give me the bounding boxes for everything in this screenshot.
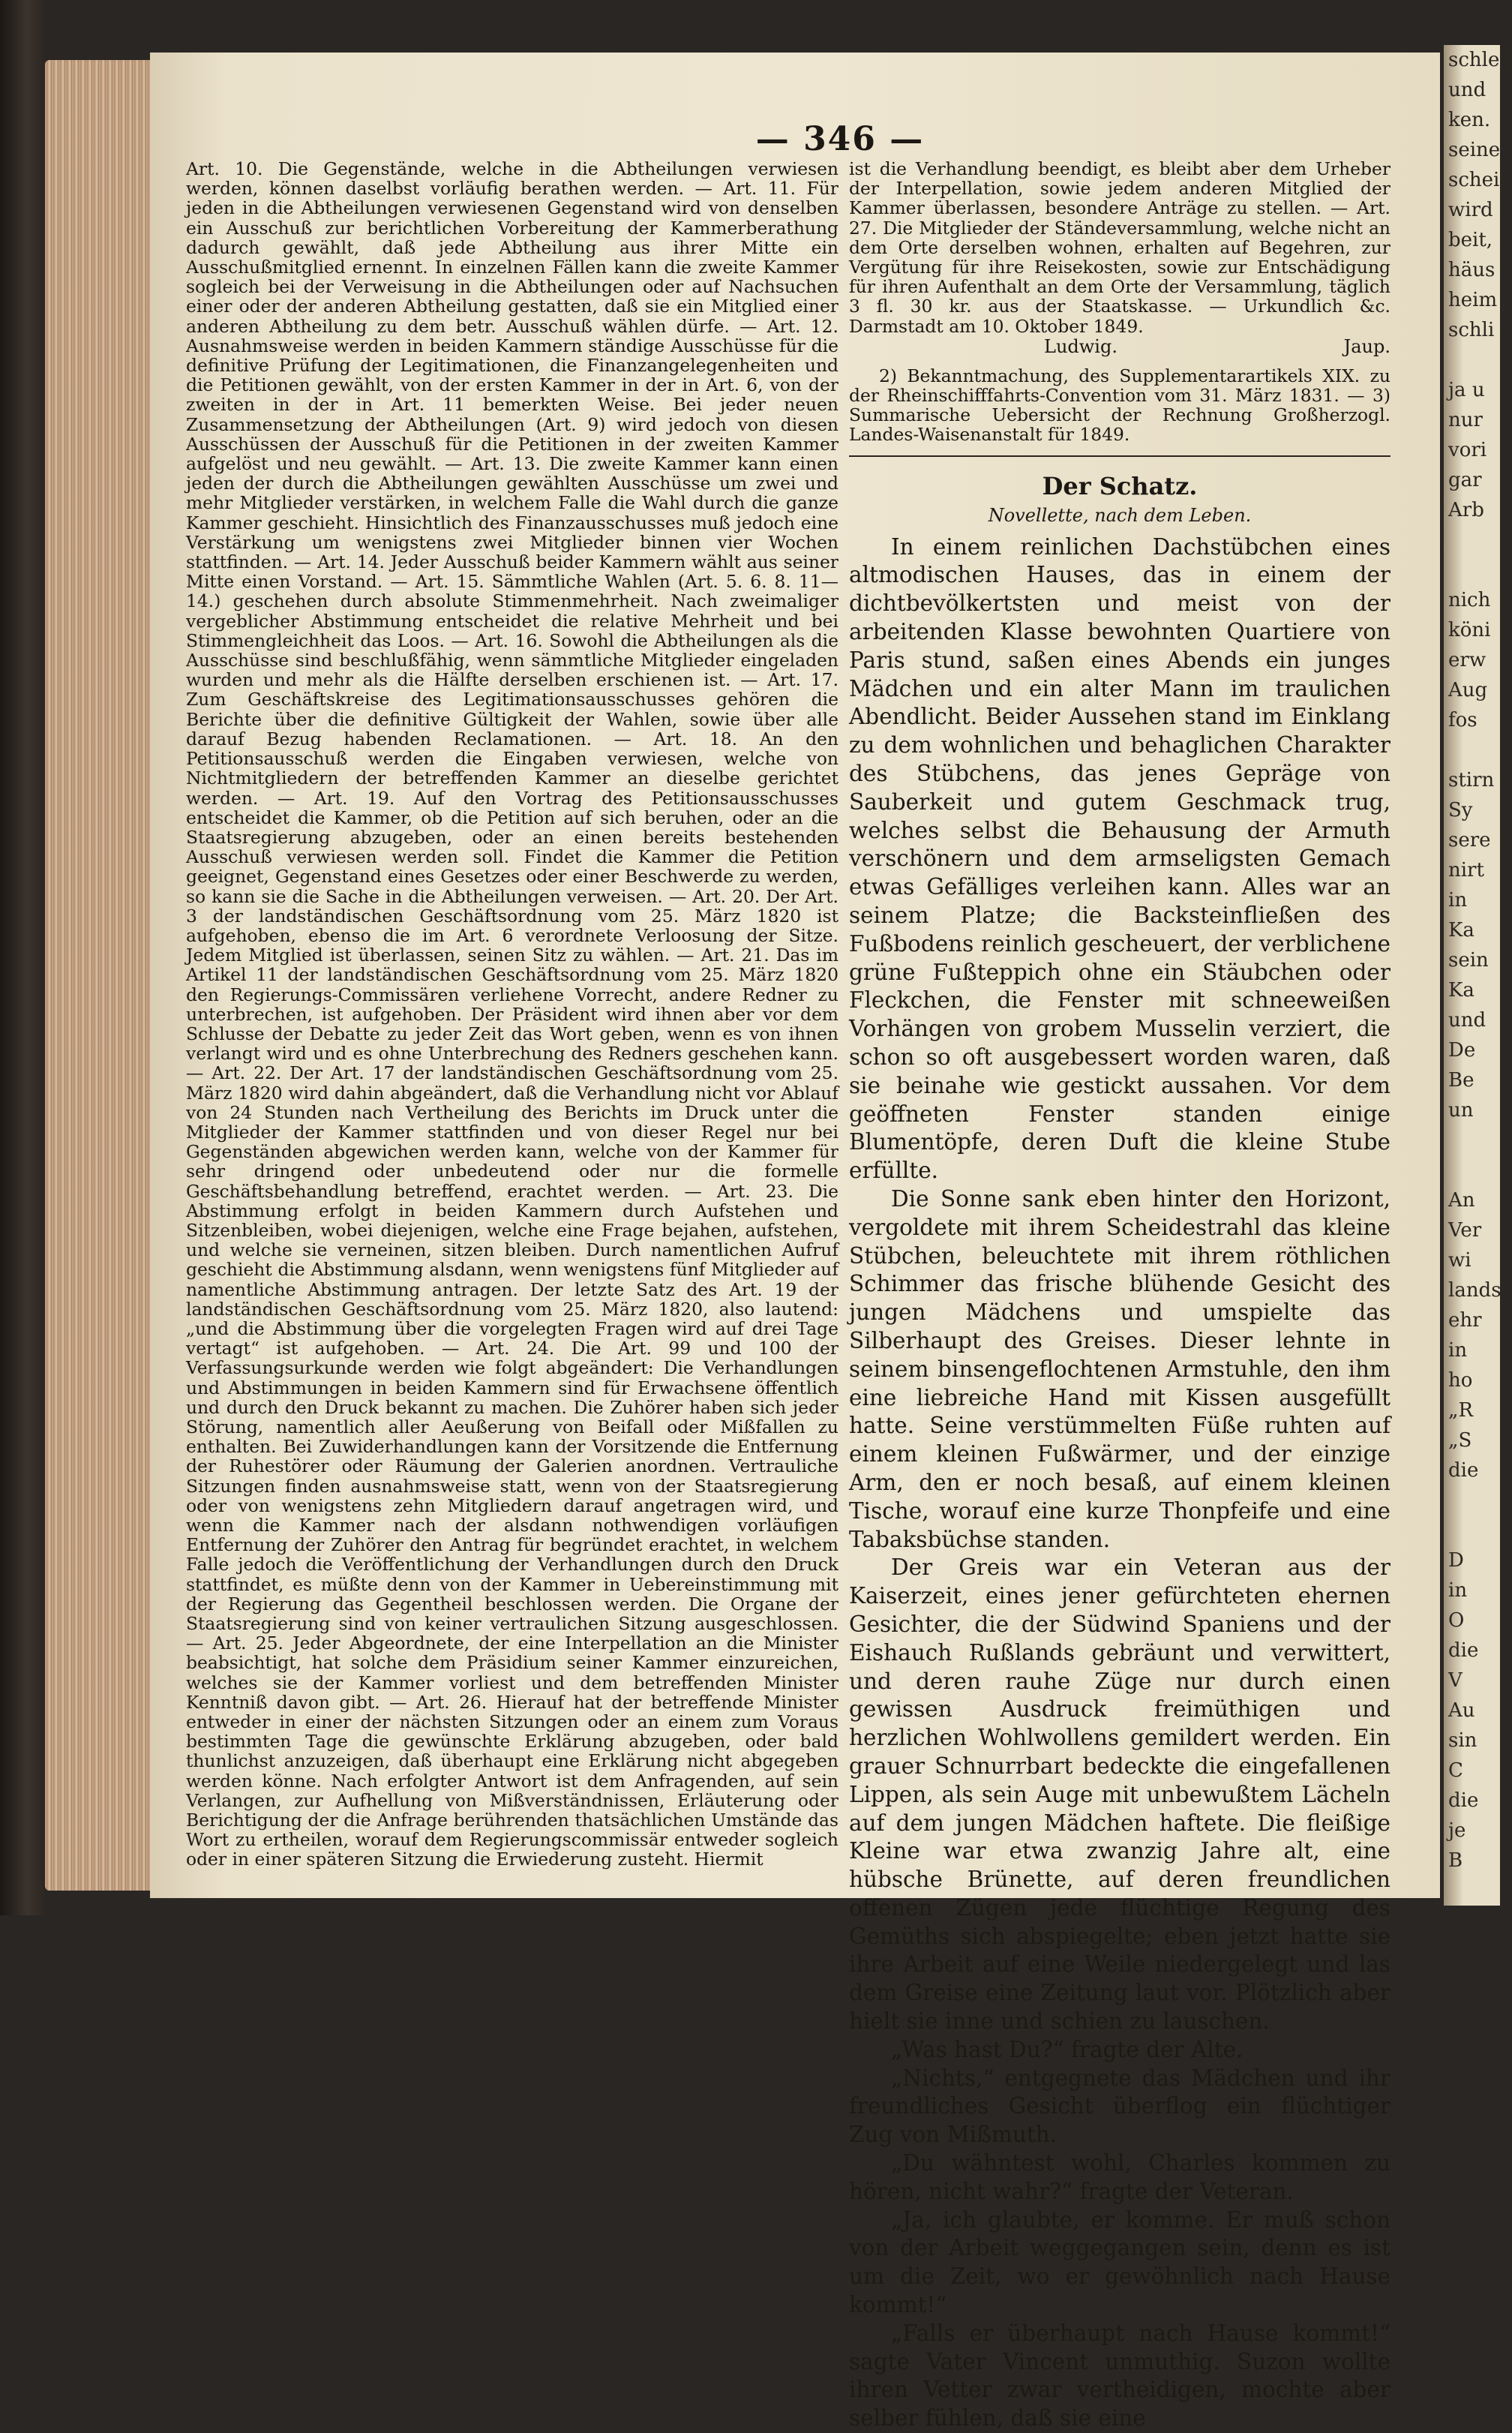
facing-page-fragment: nich [1448,589,1491,611]
facing-page-fragment: V [1448,1669,1462,1692]
signature-line [849,336,1390,357]
facing-page-fragment: je [1448,1819,1466,1842]
facing-page-fragment: und [1448,79,1486,101]
book-spine [0,0,45,1915]
facing-page-fragment: häus [1448,259,1496,281]
facing-page-fragment: O [1448,1609,1465,1632]
facing-page-fragment: nur [1448,409,1483,431]
facing-page-fragment: Ka [1448,919,1474,942]
facing-page-fragment: nirt [1448,859,1484,882]
signature-ludwig: Ludwig. [1044,335,1118,357]
story-paragraph: In einem reinlichen Dachstübchen eines altmodischen Hauses, das in einem der dichtbevölkertsten und meist von der arbeitenden Klasse bewohnten Quartiere von Paris stund, saßen eines Abends ein junges Mädchen und ein alter Mann im traulichen Abendlicht. Beider Aussehen stand im Einklang zu dem wohnlichen und behaglichen Charakter des Stübchens, das jenes Gepräge von Sauberkeit und gutem Geschmack trug, welches selbst die Behausung der Armuth verschönern und dem armseligsten Gemach etwas Gefälliges verleihen kann. Alles war an seinem Platze; die Backsteinfließen des Fußbodens reinlich gescheuert, der verblichene grüne Fußteppich ohne ein Stäubchen oder Fleckchen, die Fenster mit schneeweißen Vorhängen von grobem Musselin verziert, die schon so oft ausgebessert worden waren, daß sie beinahe wie gestickt aussahen. Vor dem geöffneten Fenster standen einige Blumentöpfe, deren Duft die kleine Stube erfüllte. [849,533,1390,1184]
facing-page-edge [1444,45,1512,1906]
facing-page-fragment: sin [1448,1729,1478,1752]
facing-page-fragment: heim [1448,289,1498,311]
facing-page-fragment: beit, [1448,229,1493,251]
notice-2: 2) Bekanntmachung, des Supplementarartikels XIX. zu der Rheinschifffahrts-Convention vom 31. März 1831. — 3) Summarische Uebersicht der Rechnung Großherzogl. Landes-Waisenanstalt für 1849. [849,365,1390,446]
facing-page-fragment: wi [1448,1249,1472,1272]
facing-page-fragment [1444,345,1500,375]
facing-page-fragment: sere [1448,829,1491,852]
facing-page-fragment: in [1448,1579,1468,1602]
ordinance-conclusion: ist die Verhandlung beendigt, es bleibt aber dem Urheber der Interpellation, sowie jedem anderen Mitglied der Kammer überlassen, besondere Anträge zu stellen. — Art. 27. Die Mitglieder der Ständeversammlung, welche nicht an dem Orte derselben wohnen, erhalten auf Begehren, zur Vergütung für ihre Reisekosten, sowie zur Entschädigung für ihren Aufenthalt an dem Orte der Versammlung, täglich 3 fl. 30 kr. aus der Staatskasse. — Urkundlich &c. Darmstadt am 10. Oktober 1849. [849,158,1390,337]
story-paragraph: „Was hast Du?“ fragte der Alte. [891,2036,1244,2062]
facing-page-fragment: B [1448,1849,1463,1872]
story-paragraph: Der Greis war ein Veteran aus der Kaiserzeit, eines jener gefürchteten ehernen Gesichter, die der Südwind Spaniens und der Eishauch Rußlands gebräunt und verwittert, und deren rauhe Züge nur durch einen gewissen Ausdruck freimüthigen und herzlichen Wohlwollens gemildert werden. Ein grauer Schnurrbart bedeckte die eingefallenen Lippen, als sein Auge mit unbewußtem Lächeln auf dem jungen Mädchen haftete. Die fleißige Kleine war etwa zwanzig Jahre alt, eine hübsche Brünette, auf deren freundlichen offenen Zügen jede flüchtige Regung des Gemüths sich abspiegelte; eben jetzt hatte sie ihre Arbeit auf eine Weile niedergelegt und las dem Greise eine Zeitung laut vor. Plötzlich aber hielt sie inne und schien zu lauschen. [849,1554,1390,2035]
facing-page-fragment: und [1448,1009,1486,1032]
facing-page-fragment: Arb [1448,499,1484,521]
facing-page-fragment: lands [1448,1279,1502,1302]
facing-page-fragment: ken. [1448,109,1491,131]
facing-page-fragment: köni [1448,619,1491,641]
facing-page-fragment [1444,1155,1500,1185]
facing-page-fragment: Au [1448,1699,1475,1722]
facing-page-fragment: un [1448,1099,1474,1122]
page-edges [45,60,158,1891]
story-subtitle: Novellette, nach dem Leben. [988,504,1252,526]
facing-page-fragment: gar [1448,469,1482,491]
story-title: Der Schatz. [1042,471,1198,500]
story-body [849,533,1390,2433]
facing-page-fragment: schli [1448,319,1495,341]
story-paragraph: „Ja, ich glaubte, er komme. Er muß schon von der Arbeit weggegangen sein, denn es ist um die Zeit, wo er gewöhnlich nach Hause kommt!“ [849,2206,1390,2318]
facing-page-fragment: fos [1448,709,1478,731]
page-number: — 346 — [755,120,925,158]
facing-page-fragment: ja u [1448,379,1485,401]
facing-page-fragment: die [1448,1639,1479,1662]
facing-page-fragment: C [1448,1759,1463,1782]
left-column [186,159,838,1870]
facing-page-fragment: die [1448,1459,1479,1482]
facing-page-fragment [1444,1515,1500,1545]
facing-page-fragment: seine [1448,139,1501,161]
facing-page-fragment: stirn [1448,769,1495,791]
facing-page-fragment [1444,735,1500,765]
facing-page-fragment: Be [1448,1069,1474,1092]
facing-page-fragment [1444,555,1500,585]
facing-page-fragment: wird [1448,199,1493,221]
facing-page-fragment: die [1448,1789,1479,1812]
ordinance-text: Art. 10. Die Gegenstände, welche in die Abtheilungen verwiesen werden, können daselbst vorläufig berathen werden. — Art. 11. Für jeden in die Abtheilungen verwiesenen Gegenstand wird von denselben ein Ausschuß zur berichtlichen Vorbereitung der Kammerberathung dadurch gewählt, daß jede Abtheilung aus ihrer Mitte ein Ausschußmitglied ernennt. In einzelnen Fällen kann die zweite Kammer sogleich bei der Verweisung in die Abtheilungen oder auf Nachsuchen einer oder der anderen Abtheilung gestatten, daß sie ein Mitglied einer anderen Abtheilung zu dem betr. Ausschuß wählen dürfe. — Art. 12. Ausnahmsweise werden in beiden Kammern ständige Ausschüsse für die definitive Prüfung der Legitimationen, die Finanzangelegenheiten und die Petitionen gewählt, von der ersten Kammer in der in Art. 6, von der zweiten in der in Art. 11 bemerkten Weise. Bei jeder neuen Zusammensetzung der Abtheilungen (Art. 9) wird jedoch von diesen Ausschüssen der Ausschuß für die Petitionen in der zweiten Kammer aufgelöst und neu gewählt. — Art. 13. Die zweite Kammer kann einen jeden der durch die Abtheilungen gewählten Ausschüsse um zwei und mehr Mitglieder verstärken, in welchem Falle die Wahl durch die ganze Kammer geschieht. Hinsichtlich des Finanzausschusses muß jedoch eine Verstärkung um wenigstens zwei Mitglieder binnen vier Wochen stattfinden. — Art. 14. Jeder Ausschuß beider Kammern wählt aus seiner Mitte einen Vorstand. — Art. 15. Sämmtliche Wahlen (Art. 5. 6. 8. 11—14.) geschehen durch absolute Stimmenmehrheit. Nach zweimaliger vergeblicher Abstimmung entscheidet die relative Mehrheit und bei Stimmengleichheit das Loos. — Art. 16. Sowohl die Abtheilungen als die Ausschüsse sind beschlußfähig, wenn sämmtliche Mitglieder eingeladen wurden und mehr als die Hälfte derselben erschienen ist. — Art. 17. Zum Geschäftskreise des Legitimationsausschusses gehören die Berichte über die definitive Gültigkeit der Wahlen, sowie über alle darauf Bezug habenden Reclamationen. — Art. 18. An den Petitionsausschuß werden die Eingaben verwiesen, welche von Nichtmitgliedern der betreffenden Kammer an dieselbe gerichtet werden. — Art. 19. Auf den Vortrag des Petitionsausschusses entscheidet die Kammer, ob die Petition auf sich beruhen, oder an die Staatsregierung abzugeben, oder an einen bereits bestehenden Ausschuß verwiesen werden soll. Findet die Kammer die Petition geeignet, Gegenstand eines Gesetzes oder einer Beschwerde zu werden, so kann sie die Sache in die Abtheilungen verweisen. — Art. 20. Der Art. 3 der landständischen Geschäftsordnung vom 25. März 1820 ist aufgehoben, ebenso die im Art. 6 verordnete Verloosung der Sitze. Jedem Mitglied ist überlassen, seinen Sitz zu wählen. — Art. 21. Das im Artikel 11 der landständischen Geschäftsordnung vom 25. März 1820 den Regierungs-Commissären verliehene Vorrecht, andere Redner zu unterbrechen, ist aufgehoben. Der Präsident wird ihnen aber vor dem Schlusse der Debatte zu jeder Zeit das Wort geben, wenn es von ihnen verlangt wird und es ohne Unterbrechung des Redners geschehen kann. — Art. 22. Der Art. 17 der landständischen Geschäftsordnung vom 25. März 1820 wird dahin abgeändert, daß die Verhandlung nicht vor Ablauf von 24 Stunden nach Vertheilung des Berichts im Druck unter die Mitglieder der Kammer stattfinden und von dieser Regel nur bei Gegenständen abgewichen werden kann, welche von der Kammer für sehr dringend oder unbedeutend oder nur die formelle Geschäftsbehandlung betreffend, erachtet werden. — Art. 23. Die Abstimmung erfolgt in beiden Kammern durch Aufstehen und Sitzenbleiben, wobei diejenigen, welche eine Frage bejahen, aufstehen, und welche sie verneinen, sitzen bleiben. Durch namentlichen Aufruf geschieht die Abstimmung alsdann, wenn wenigstens fünf Mitglieder auf namentliche Abstimmung antragen. Der letzte Satz des Art. 19 der landständischen Geschäftsordnung vom 25. März 1820, also lautend: „und die Abstimmung über die vorgelegten Fragen wird auf drei Tage vertagt“ ist aufgehoben. — Art. 24. Die Art. 99 und 100 der Verfassungsurkunde werden wie folgt abgeändert: Die Verhandlungen und Abstimmungen in beiden Kammern sind für Erwachsene öffentlich und durch den Druck bekannt zu machen. Die Zuhörer haben sich jeder Störung, namentlich aller Aeußerung von Beifall oder Mißfallen zu enthalten. Bei Zuwiderhandlungen kann der Vorsitzende die Entfernung der Ruhestörer oder Räumung der Galerien anordnen. Vertrauliche Sitzungen finden ausnahmsweise statt, wenn von der Staatsregierung oder von wenigstens zehn Mitgliedern darauf angetragen wird, und wenn die Kammer nach der alsdann nothwendigen vorläufigen Entfernung der Zuhörer den Antrag für begründet erachtet, in welchem Falle jedoch die Veröffentlichung der Verhandlungen durch den Druck stattfindet, es müßte denn von der Kammer in Uebereinstimmung mit der Regierung das Gegentheil beschlossen werden. Die Organe der Staatsregierung sind von keiner vertraulichen Sitzung ausgeschlossen. — Art. 25. Jeder Abgeordnete, der eine Interpellation an die Minister beabsichtigt, hat solche dem Präsidium seiner Kammer einzureichen, welches sie der Kammer vorliest und dem betreffenden Minister Kenntniß davon gibt. — Art. 26. Hierauf hat der betreffende Minister entweder in einer der nächsten Sitzungen oder an einem zum Voraus bestimmten Tage die gewünschte Erklärung abzugeben, oder bald thunlichst anzuzeigen, daß überhaupt eine Erklärung nicht abgegeben werden könne. Nach erfolgter Antwort ist dem Anfragenden, auf sein Verlangen, zur Aufhellung von Mißverständnissen, Erläuterung oder Berichtigung der die Anfrage berührenden thatsächlichen Umstände das Wort zu ertheilen, worauf dem Regierungscommissär entweder sogleich oder in einer späteren Sitzung die Erwiederung zusteht. Hiermit [186,158,838,1870]
facing-page-fragment: Ver [1448,1219,1482,1242]
section-divider [849,455,1390,457]
facing-page-fragment: Ka [1448,979,1474,1002]
facing-page-fragment [1444,525,1500,555]
facing-page-fragment: schei [1448,169,1500,191]
story-paragraph: „Du wähntest wohl, Charles kommen zu hören, nicht wahr?“ fragte der Veteran. [849,2150,1390,2204]
facing-page-fragment: sein [1448,949,1489,972]
facing-page-fragment: „R [1448,1399,1474,1422]
facing-page-fragment: schled [1448,49,1512,71]
right-column [849,159,1390,2433]
facing-page-fragment [1444,1485,1500,1515]
facing-page-fragment: D [1448,1549,1464,1572]
facing-page-fragment: in [1448,889,1468,912]
facing-page-fragment: in [1448,1339,1468,1362]
facing-page-fragment: ho [1448,1369,1473,1392]
facing-page-fragment: erw [1448,649,1486,671]
story-paragraph: „Nichts,“ entgegnete das Mädchen und ihr freundliches Gesicht überflog ein flüchtiger Zug von Mißmuth. [849,2065,1390,2148]
facing-page-fragment: ehr [1448,1309,1482,1332]
signature-jaup: Jaup. [1343,335,1390,357]
facing-page-fragment: Aug [1448,679,1488,701]
book-page [150,53,1440,2431]
facing-page-fragment: De [1448,1039,1476,1062]
story-paragraph: „Falls er überhaupt nach Hause kommt!“ sagte Vater Vincent unmuthig. Suzon wollte ihren Vetter zwar vertheidigen, mochte aber selber fühlen, daß sie eine [849,2320,1390,2431]
facing-page-fragment: „S [1448,1429,1472,1452]
facing-page-fragment: vori [1448,439,1487,461]
facing-page-fragment: Sy [1448,799,1473,822]
story-paragraph: Die Sonne sank eben hinter den Horizont, vergoldete mit ihrem Scheidestrahl das kleine Stübchen, beleuchtete mit ihrem röthlichen Schimmer das frische blühende Gesicht des jungen Mädchens und umspielte das Silberhaupt des Greises. Dieser lehnte in seinem binsengeflochtenen Armstuhle, den ihm eine liebreiche Hand mit Kissen ausgefüllt hatte. Seine verstümmelten Füße ruhten auf einem kleinen Fußwärmer, und der einzige Arm, den er noch besaß, auf einem kleinen Tische, worauf eine kurze Thonpfeife und eine Tabaksbüchse standen. [849,1185,1390,1552]
facing-page-fragment [1444,1125,1500,1155]
facing-page-fragment: An [1448,1189,1475,1212]
